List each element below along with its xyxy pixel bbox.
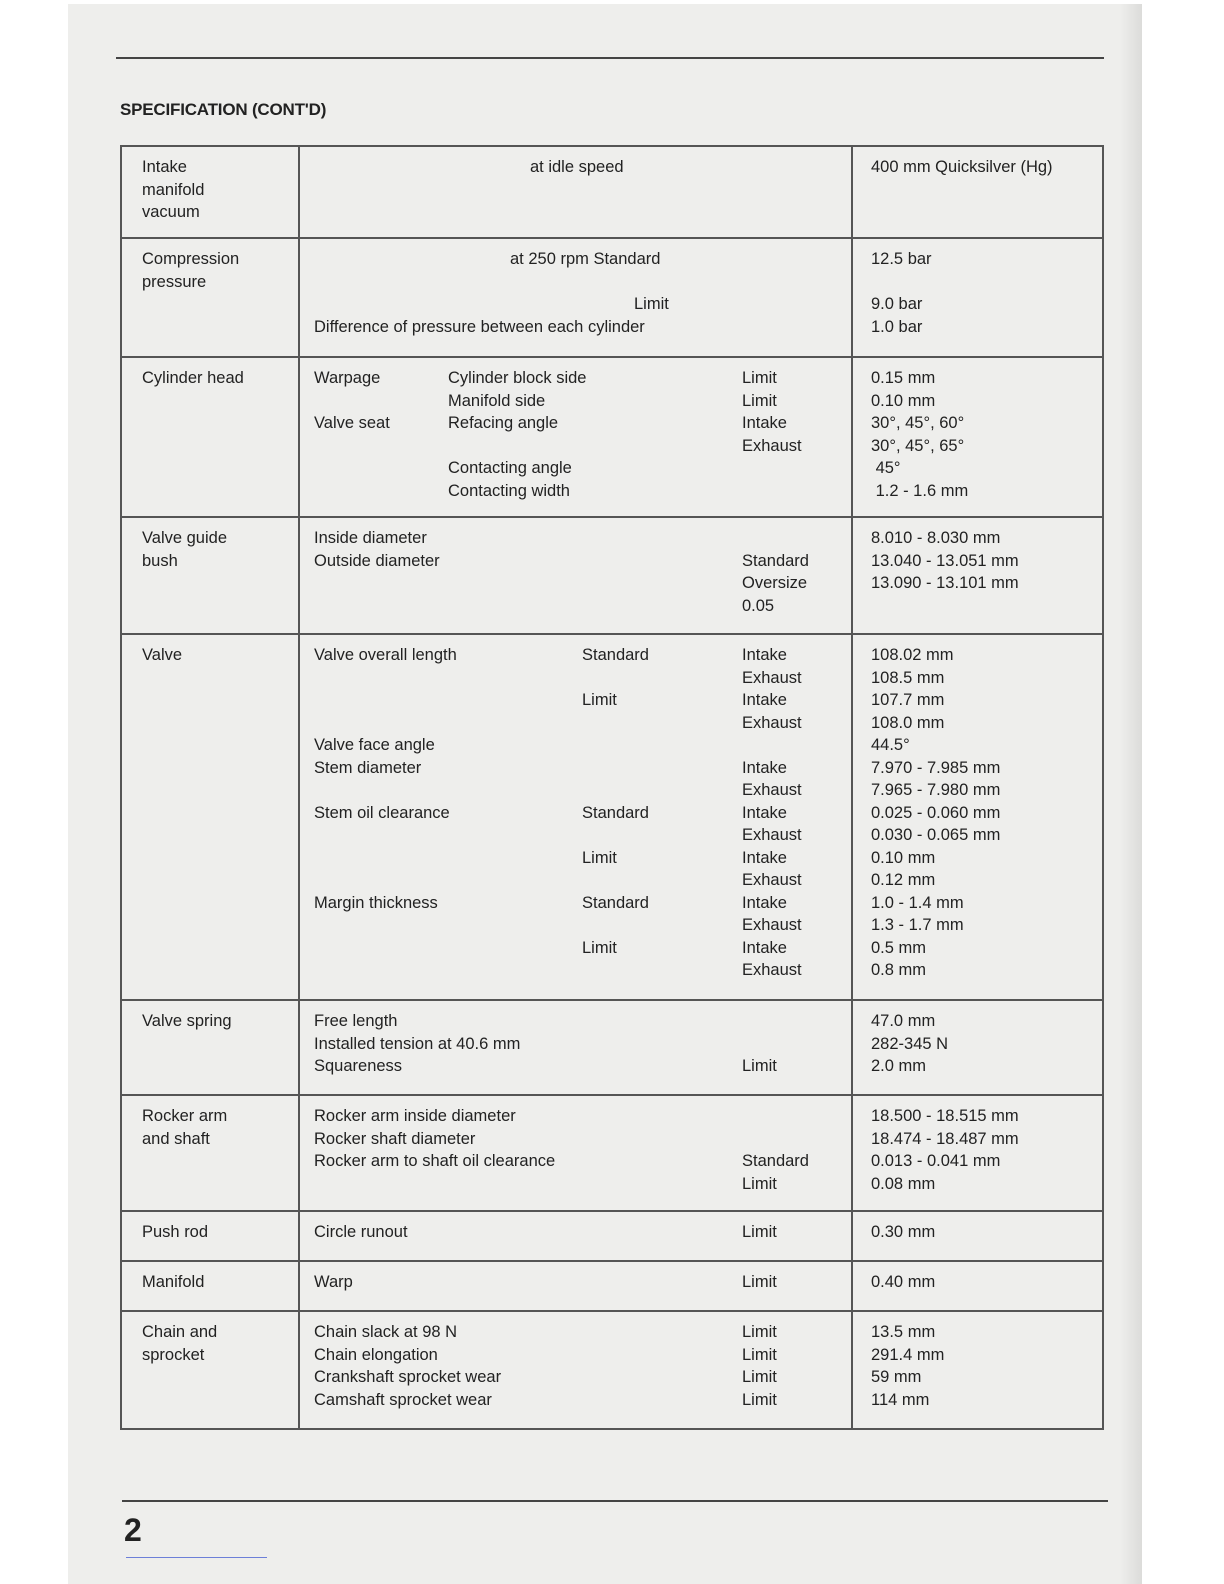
spec-condition-cell (299, 357, 852, 517)
spec-value: 12.5 bar (871, 250, 932, 268)
spec-item-cell (121, 1261, 299, 1311)
spec-value (871, 595, 1102, 618)
spec-condition-line (300, 847, 851, 870)
spec-condition-text: Circle runout (314, 1223, 408, 1241)
spec-value-cell (852, 1095, 1103, 1211)
spec-value: 0.30 mm (871, 1223, 936, 1241)
spec-condition-cell (299, 1095, 852, 1211)
spec-value: 1.0 - 1.4 mm (871, 893, 964, 912)
spec-value-cell (852, 238, 1103, 357)
spec-condition-line (300, 712, 851, 735)
spec-condition-text: Cylinder block side (448, 369, 587, 387)
spec-condition-text: Standard (582, 646, 649, 664)
spec-condition-text: Limit (582, 938, 617, 957)
spec-value: 7.970 - 7.985 mm (871, 758, 1001, 777)
spec-condition-line (300, 1033, 851, 1056)
spec-condition-text: Warpage (314, 369, 381, 387)
spec-condition-text: Margin thickness (314, 893, 438, 912)
spec-condition-line (300, 412, 851, 435)
spec-condition-text: Exhaust (742, 916, 802, 934)
spec-condition-line (300, 869, 851, 892)
spec-condition-line (300, 1221, 851, 1244)
spec-item-label: Intake (142, 158, 187, 176)
spec-value: 2.0 mm (871, 1057, 927, 1075)
spec-item-label: Compression (142, 250, 240, 268)
section-heading: SPECIFICATION (CONT'D) (120, 100, 327, 119)
spec-condition-text: Exhaust (742, 781, 802, 799)
spec-condition-text: Exhaust (742, 871, 802, 889)
spec-item-cell (121, 1000, 299, 1095)
spec-value: 13.5 mm (871, 1323, 936, 1341)
spec-item-label: and shaft (142, 1129, 210, 1148)
spec-value: 47.0 mm (871, 1012, 936, 1030)
spec-row (121, 1261, 1103, 1311)
spec-condition-text: Limit (742, 1273, 777, 1291)
spec-condition-text: Standard (742, 1152, 809, 1170)
spec-value: 45° (871, 459, 901, 477)
spec-condition-line (300, 1055, 851, 1078)
spec-condition-cell (299, 1311, 852, 1429)
spec-value: 13.040 - 13.051 mm (871, 551, 1019, 570)
spec-condition-text: Intake (742, 848, 787, 867)
spec-condition-text: Inside diameter (314, 529, 427, 547)
spec-value: 8.010 - 8.030 mm (871, 529, 1001, 547)
spec-condition-line (300, 1010, 851, 1033)
spec-value: 0.40 mm (871, 1273, 936, 1291)
spec-condition-text: Valve face angle (314, 736, 435, 754)
spec-condition-text: Contacting angle (448, 459, 572, 477)
spec-condition-text: Limit (742, 1345, 777, 1364)
spec-item-label: Valve (142, 646, 183, 664)
spec-condition-text: at 250 rpm Standard (510, 250, 661, 268)
spec-condition-text: Difference of pressure between each cylinder (314, 317, 645, 336)
spec-condition-line (300, 1366, 851, 1389)
spec-item-cell (121, 1211, 299, 1261)
spec-value: 9.0 bar (871, 295, 923, 313)
spec-value: 30°, 45°, 60° (871, 414, 965, 432)
spec-condition-text: Standard (742, 551, 809, 570)
spec-item-label: Push rod (142, 1223, 209, 1241)
spec-value: 0.013 - 0.041 mm (871, 1152, 1001, 1170)
spec-condition-cell (299, 146, 852, 238)
spec-condition-line (300, 390, 851, 413)
spec-row (121, 1211, 1103, 1261)
spec-condition-text: Limit (742, 1323, 777, 1341)
spec-condition-cell (299, 1211, 852, 1261)
spec-condition-text: Limit (742, 1174, 777, 1193)
spec-condition-line (300, 572, 851, 595)
spec-value: 114 mm (871, 1390, 930, 1409)
spec-condition-text: Stem diameter (314, 758, 422, 777)
spec-condition-line (300, 802, 851, 825)
spec-row (121, 1095, 1103, 1211)
spec-condition-text: Limit (742, 1223, 777, 1241)
spec-value-cell (852, 1311, 1103, 1429)
spec-condition-text: Limit (582, 848, 617, 867)
spec-condition-line (300, 1344, 851, 1367)
spec-value-cell (852, 357, 1103, 517)
spec-condition-line (300, 1150, 851, 1173)
spec-condition-text: Limit (582, 691, 617, 709)
spec-item-cell (121, 517, 299, 634)
footer-link-underline (126, 1557, 267, 1558)
spec-condition-text: Intake (742, 414, 787, 432)
spec-row (121, 146, 1103, 238)
spec-condition-cell (299, 1261, 852, 1311)
spec-item-cell (121, 1311, 299, 1429)
spec-value: 0.12 mm (871, 871, 936, 889)
page-edge-shadow (1120, 4, 1142, 1584)
spec-condition-text: Limit (634, 295, 669, 313)
spec-value: 30°, 45°, 65° (871, 436, 965, 455)
spec-value: 0.025 - 0.060 mm (871, 803, 1001, 822)
header-rule (116, 57, 1104, 59)
spec-item-label: Chain and (142, 1323, 218, 1341)
spec-condition-text: Rocker shaft diameter (314, 1129, 476, 1148)
spec-item-label: Cylinder head (142, 369, 244, 387)
spec-row (121, 357, 1103, 517)
spec-value: 59 mm (871, 1368, 922, 1386)
spec-condition-text: Manifold side (448, 391, 546, 410)
spec-condition-text: Outside diameter (314, 551, 440, 570)
spec-value: 108.0 mm (871, 713, 945, 732)
spec-condition-line (300, 1128, 851, 1151)
spec-value-cell (852, 1000, 1103, 1095)
spec-condition-line (300, 1105, 851, 1128)
spec-condition-text: Limit (742, 1368, 777, 1386)
spec-condition-line (300, 734, 851, 757)
spec-condition-text: Stem oil clearance (314, 803, 450, 822)
spec-condition-text: Free length (314, 1012, 398, 1030)
spec-condition-text: Warp (314, 1273, 353, 1291)
spec-value-cell (852, 634, 1103, 1000)
spec-value: 0.10 mm (871, 391, 936, 410)
spec-condition-line (300, 1321, 851, 1344)
spec-value: 282-345 N (871, 1034, 949, 1053)
spec-condition-line (300, 1173, 851, 1196)
spec-condition-text: Intake (742, 758, 787, 777)
spec-value: 44.5° (871, 736, 910, 754)
spec-condition-line (300, 595, 851, 618)
spec-condition-line (300, 757, 851, 780)
spec-condition-line (300, 293, 851, 316)
spec-value: 18.474 - 18.487 mm (871, 1129, 1019, 1148)
spec-condition-line (300, 316, 851, 339)
spec-item-label: vacuum (142, 203, 200, 221)
spec-condition-text: Exhaust (742, 436, 802, 455)
spec-condition-cell (299, 517, 852, 634)
spec-condition-text: Valve seat (314, 414, 390, 432)
spec-condition-text: Intake (742, 803, 787, 822)
spec-condition-text: Standard (582, 803, 649, 822)
spec-condition-cell (299, 1000, 852, 1095)
spec-condition-text: Intake (742, 938, 787, 957)
spec-condition-text: Camshaft sprocket wear (314, 1390, 492, 1409)
spec-value: 108.02 mm (871, 646, 954, 664)
spec-condition-text: Exhaust (742, 826, 802, 844)
spec-condition-text: Squareness (314, 1057, 403, 1075)
spec-row (121, 634, 1103, 1000)
spec-condition-line (300, 824, 851, 847)
spec-condition-line (300, 367, 851, 390)
spec-condition-line (300, 937, 851, 960)
spec-item-cell (121, 1095, 299, 1211)
spec-value: 0.10 mm (871, 848, 936, 867)
spec-condition-text: Limit (742, 391, 777, 410)
spec-condition-text: Refacing angle (448, 414, 559, 432)
spec-condition-text: Chain slack at 98 N (314, 1323, 458, 1341)
spec-condition-line (300, 1271, 851, 1294)
spec-item-label: manifold (142, 180, 205, 199)
spec-row (121, 1311, 1103, 1429)
spec-value: 13.090 - 13.101 mm (871, 574, 1019, 592)
spec-value: 1.3 - 1.7 mm (871, 916, 964, 934)
spec-condition-line (300, 248, 851, 271)
spec-condition-line (300, 779, 851, 802)
spec-condition-line (300, 550, 851, 573)
spec-value: 0.08 mm (871, 1174, 936, 1193)
spec-condition-text: Chain elongation (314, 1345, 438, 1364)
spec-condition-text: Contacting width (448, 481, 570, 500)
spec-item-cell (121, 634, 299, 1000)
spec-item-cell (121, 357, 299, 517)
spec-row (121, 517, 1103, 634)
spec-item-label: pressure (142, 272, 207, 291)
spec-value: 0.030 - 0.065 mm (871, 826, 1001, 844)
spec-value: 18.500 - 18.515 mm (871, 1107, 1019, 1125)
spec-row (121, 238, 1103, 357)
spec-condition-cell (299, 238, 852, 357)
spec-item-label: sprocket (142, 1345, 205, 1364)
spec-condition-line (300, 892, 851, 915)
spec-condition-text: Exhaust (742, 668, 802, 687)
spec-condition-text: Rocker arm to shaft oil clearance (314, 1152, 556, 1170)
spec-condition-text: Exhaust (742, 713, 802, 732)
specification-table (120, 145, 1104, 1430)
spec-item-cell (121, 238, 299, 357)
spec-condition-line (300, 959, 851, 982)
spec-condition-line (300, 644, 851, 667)
spec-condition-line (300, 435, 851, 458)
spec-value-cell (852, 1261, 1103, 1311)
spec-condition-text: Oversize (742, 574, 808, 592)
spec-condition-line (300, 271, 851, 294)
spec-condition-text: Crankshaft sprocket wear (314, 1368, 502, 1386)
spec-condition-text: 0.05 (742, 596, 775, 615)
spec-condition-text: Rocker arm inside diameter (314, 1107, 516, 1125)
spec-condition-line (300, 667, 851, 690)
spec-condition-line (300, 457, 851, 480)
spec-value: 0.8 mm (871, 961, 927, 979)
spec-condition-text: Intake (742, 646, 787, 664)
spec-value-cell (852, 1211, 1103, 1261)
spec-value: 0.5 mm (871, 938, 927, 957)
spec-condition-text: Limit (742, 1057, 777, 1075)
spec-item-cell (121, 146, 299, 238)
spec-value: 291.4 mm (871, 1345, 945, 1364)
spec-condition-text: Limit (742, 369, 777, 387)
spec-condition-text: Valve overall length (314, 646, 457, 664)
spec-item-label: Manifold (142, 1273, 205, 1291)
spec-condition-text: at idle speed (530, 158, 624, 176)
spec-condition-text: Intake (742, 893, 787, 912)
spec-value: 400 mm Quicksilver (Hg) (871, 158, 1053, 176)
spec-value: 1.0 bar (871, 317, 923, 336)
spec-condition-text: Limit (742, 1390, 777, 1409)
spec-condition-text: Exhaust (742, 961, 802, 979)
spec-item-label: bush (142, 551, 178, 570)
spec-value: 108.5 mm (871, 668, 945, 687)
spec-condition-line (300, 1389, 851, 1412)
spec-value-cell (852, 146, 1103, 238)
spec-value: 107.7 mm (871, 691, 945, 709)
spec-condition-text: Intake (742, 691, 787, 709)
spec-value: 7.965 - 7.980 mm (871, 781, 1001, 799)
spec-condition-cell (299, 634, 852, 1000)
spec-condition-line (300, 914, 851, 937)
spec-condition-line (300, 527, 851, 550)
spec-condition-line (300, 156, 851, 179)
footer-rule (122, 1500, 1108, 1502)
spec-value (871, 271, 1102, 294)
spec-item-label: Valve spring (142, 1012, 232, 1030)
spec-condition-line (300, 689, 851, 712)
spec-row (121, 1000, 1103, 1095)
spec-item-label: Valve guide (142, 529, 228, 547)
spec-value: 0.15 mm (871, 369, 936, 387)
spec-condition-text: Installed tension at 40.6 mm (314, 1034, 521, 1053)
spec-value-cell (852, 517, 1103, 634)
page-number: 2 (124, 1512, 142, 1548)
spec-condition-line (300, 480, 851, 503)
spec-value: 1.2 - 1.6 mm (871, 481, 969, 500)
spec-item-label: Rocker arm (142, 1107, 228, 1125)
spec-condition-text: Standard (582, 893, 649, 912)
